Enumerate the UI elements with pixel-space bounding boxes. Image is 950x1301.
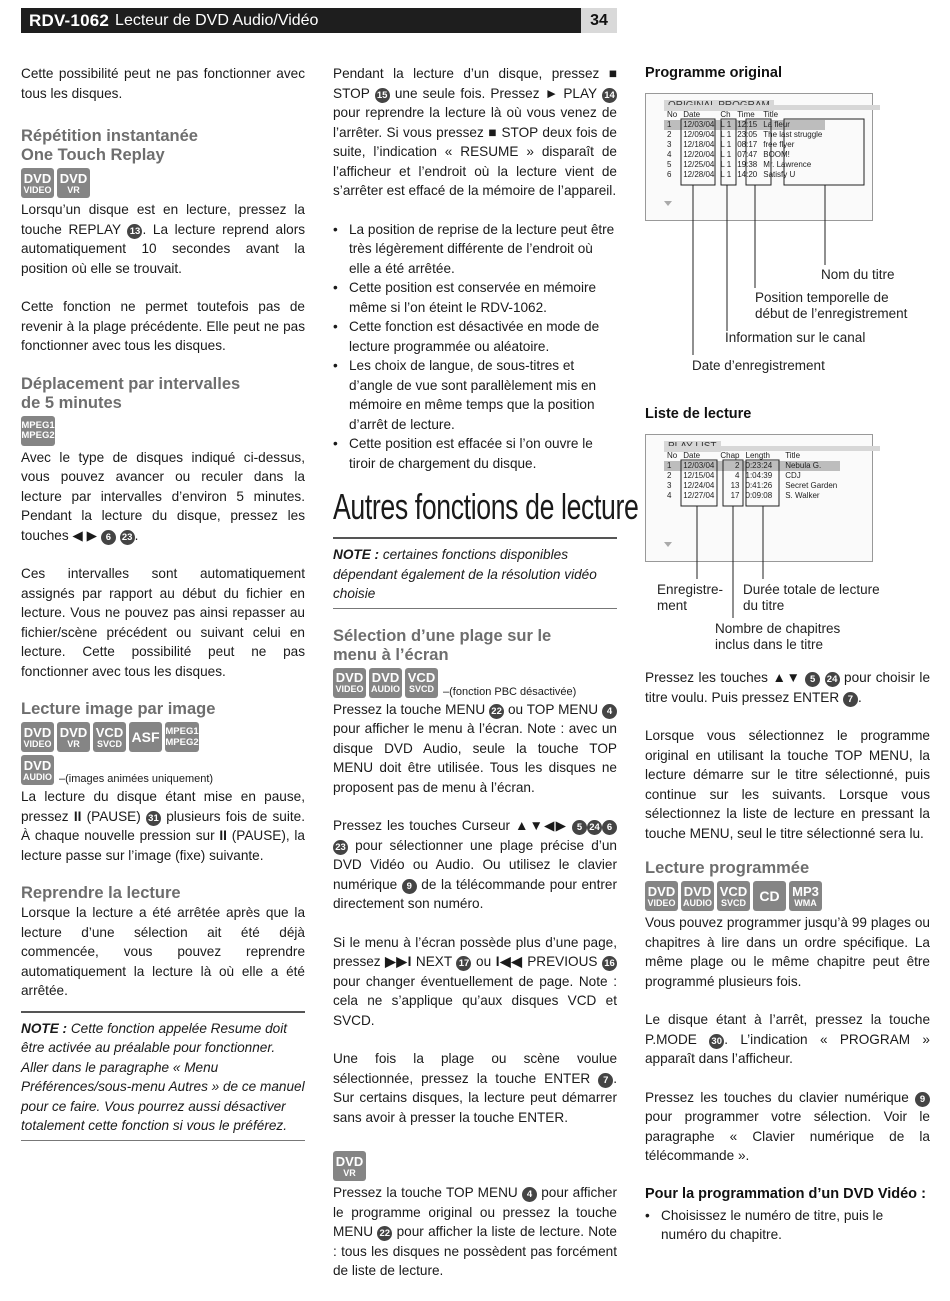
column-3: [645, 64, 930, 1255]
table-row: 4 12/20/04 L 1 07:47 BOOM!: [667, 150, 790, 159]
program-paragraph-3: Pressez les touches du clavier numérique 9 pour programmer votre sélection. Voir le paragraphe « Clavier numérique de la télécommande ».: [645, 1089, 930, 1163]
dvd-program-heading: Pour la programmation d’un DVD Vidéo :: [645, 1185, 926, 1202]
table-row: 3 12/24/04 13 0:41:26 Secret Garden: [667, 481, 838, 490]
badge-dvd-video: DVD VIDEO: [333, 668, 366, 698]
key-22-icon: 22: [489, 704, 504, 719]
section-title-program: Lecture programmée: [645, 859, 810, 877]
table-row: 1 12/03/04 2 0:23:24 Nebula G.: [664, 461, 840, 471]
header-title: Lecteur de DVD Audio/Vidéo: [115, 11, 319, 29]
disc-badges-5min: [21, 416, 305, 446]
label-date: Date d’enregistrement: [692, 358, 825, 373]
previous-icon: I◀◀: [495, 954, 523, 969]
key-13-icon: 13: [127, 224, 142, 239]
list-item: • Cette fonction est désactivée en mode de lecture programmée ou aléatoire.: [333, 317, 617, 356]
key-16-icon: 16: [602, 956, 617, 971]
page-number: 34: [581, 8, 617, 33]
replay-paragraph-2: Cette fonction ne permet toutefois pas de revenir à la plage précédente. Elle peut ne pas fonctionner avec tous les disques.: [21, 299, 305, 353]
table-row: 4 12/27/04 17 0:09:08 S. Walker: [667, 491, 820, 500]
5min-paragraph-2: Ces intervalles sont automatiquement assignés par rapport au début du fichier en lecture. Vous ne pouvez pas ainsi repasser au fichier/scène précédent ou suivant celui en lecture. Cette possibilité peut ne pas fonctionner avec tous les disques.: [21, 566, 305, 679]
menu-paragraph-4: Une fois la plage ou scène voulue sélectionnée, pressez la touche ENTER 7 . Sur certains disques, la lecture peut démarrer sans avoir à presser la touche ENTER.: [333, 1051, 618, 1125]
key-5-icon: 5: [805, 672, 820, 687]
badge-dvd-video: DVD VIDEO: [21, 168, 54, 198]
column-2: [333, 64, 639, 1300]
label-time-position: Position temporelle de début de l’enregistrement: [755, 290, 908, 321]
table-row: 5 12/25/04 L 1 19:38 Mr. Lawrence: [667, 160, 812, 169]
frame-paragraph: La lecture du disque étant mise en pause, pressez II (PAUSE) 31 plusieurs fois de suite. À chaque nouvelle pression sur II (PAUSE), la lecture passe sur l’image (fixe) suivante.: [21, 789, 305, 863]
list-item: • Les choix de langue, de sous-titres et d’angle de vue sont parallèlement mis en mémoire en même temps que la position d’arrêt de lecture.: [333, 356, 617, 434]
badge-dvd-video: DVD VIDEO: [21, 722, 54, 752]
badge-dvd-vr: DVD VR: [333, 1151, 366, 1181]
disc-badges-replay: [21, 168, 305, 198]
cursor-arrows-icon: ▲▼◀▶: [514, 818, 568, 833]
key-5-icon: 5: [572, 820, 587, 835]
program-paragraph-2: Le disque étant à l’arrêt, pressez la touche P.MODE 30 . L’indication « PROGRAM » apparaît dans l’afficheur.: [645, 1012, 930, 1066]
5min-paragraph-1: Avec le type de disques indiqué ci-dessus, vous pouvez avancer ou reculer dans la lecture par intervalles d’environ 5 minutes. Pendant la lecture du disque, pressez les touches ◀ ▶ 6 23 .: [21, 449, 305, 543]
model-name: RDV-1062: [29, 10, 110, 30]
menu-paragraph-2: Pressez les touches Curseur ▲▼◀▶ 5 24 623 pour sélectionner une plage précise d’un DVD Vidéo ou Audio. Ou utilisez le clavier numérique 9 de la télécommande pour entrer directement son numéro.: [333, 818, 617, 911]
disc-badges-frame: [21, 722, 305, 752]
key-7-icon: 7: [598, 1073, 613, 1088]
selection-paragraph: Lorsque vous sélectionnez le programme original en utilisant la touche TOP MENU, la lecture démarre sur le titre sélectionné, puis continue sur les suivants. Lorsque vous sélectionnez la liste de lecture en pressant la touche MENU, seul le titre sélectionné sera lu.: [645, 728, 930, 841]
replay-paragraph-1: Lorsqu’un disque est en lecture, pressez la touche REPLAY 13 . La lecture reprend alors automatiquement 10 secondes avant la position où elle se trouvait.: [21, 202, 306, 276]
section-title-menu: Sélection d’une plage sur le menu à l’écran: [333, 626, 552, 664]
animated-only-note: –(images animées uniquement): [59, 773, 214, 785]
table-row: 3 12/18/04 L 1 08:17 free flyer: [667, 140, 795, 149]
key-30-icon: 30: [709, 1034, 724, 1049]
stop-icon: ■: [608, 66, 617, 81]
menu-paragraph-1: Pressez la touche MENU 22 ou TOP MENU 4 pour afficher le menu à l’écran. Note : avec un disque DVD Audio, seule la touche TOP MENU doit être utilisée. Tous les disques ne proposent pas de menu à l’écran.: [333, 701, 617, 795]
original-program-title: Programme original: [645, 65, 782, 81]
badge-dvd-audio: DVD AUDIO: [681, 881, 714, 911]
table-row: 6 12/28/04 L 1 14:20 Satisfy U: [667, 170, 796, 179]
page-header: [21, 8, 617, 33]
key-9-icon: 9: [915, 1092, 930, 1107]
badge-asf: ASF: [129, 722, 162, 752]
badge-dvd-vr: DVD VR: [57, 168, 90, 198]
key-7-icon: 7: [843, 692, 858, 707]
disc-badges-vr: [333, 1151, 617, 1181]
list-item: • Cette position est conservée en mémoire même si l’on éteint le RDV-1062.: [333, 278, 617, 317]
left-right-arrows-icon: ◀ ▶: [72, 527, 98, 543]
table-row: 2 12/15/04 4 1:04:39 CDJ: [667, 471, 801, 480]
menu-paragraph-3: Si le menu à l’écran possède plus d’une page, pressez ▶▶I NEXT 17 ou I◀◀ PREVIOUS 16 pour changer éventuellement de page. Note : cela ne s’applique qu’aux disques VCD et SVCD.: [333, 934, 617, 1028]
key-22-icon: 22: [377, 1226, 392, 1241]
key-9-icon: 9: [402, 879, 417, 894]
disc-badges-frame-audio: [21, 755, 305, 785]
badge-cd: CD: [753, 881, 786, 911]
key-4-icon: 4: [522, 1187, 537, 1202]
list-item: • Choisissez le numéro de titre, puis le numéro du chapitre.: [645, 1206, 930, 1245]
list-item: • La position de reprise de la lecture peut être très légèrement différente de l’endroit où elle a été arrêtée.: [333, 220, 617, 279]
badge-vcd-svcd: VCD SVCD: [405, 668, 438, 698]
badge-vcd-svcd: VCD SVCD: [93, 722, 126, 752]
label-chapters: Nombre de chapitres inclus dans le titre: [715, 621, 841, 652]
section-title-resume: Reprendre la lecture: [21, 884, 181, 902]
label-recording: Enregistre- ment: [657, 582, 724, 613]
list-item: • Cette position est effacée si l’on ouvre le tiroir de chargement du disque.: [333, 434, 617, 473]
stop-icon: ■: [488, 124, 498, 140]
badge-mpeg: MPEG1 MPEG2: [21, 416, 55, 446]
label-title-name: Nom du titre: [821, 267, 895, 282]
pbc-note: –(fonction PBC désactivée): [443, 685, 577, 698]
choose-title-paragraph: Pressez les touches ▲▼ 5 24 pour choisir le titre voulu. Puis pressez ENTER 7 .: [645, 670, 931, 705]
section-title-5min: Déplacement par intervalles de 5 minutes: [21, 374, 241, 412]
dvd-program-bullets: [645, 1206, 930, 1245]
badge-dvd-vr: DVD VR: [57, 722, 90, 752]
section-title-frame: Lecture image par image: [21, 700, 216, 718]
key-14-icon: 14: [602, 88, 617, 103]
pause-icon: II: [73, 808, 82, 824]
stop-paragraph: Pendant la lecture d’un disque, pressez ■ STOP 15 une seule fois. Pressez ► PLAY 14 pour reprendre la lecture là où vous venez de l’arrêter. Si vous pressez ■ STOP deux fois de suite, l’indication « RESUME » disparaît de l’afficheur et l’endroit où la lecture vient de s’arrêter est effacé de la mémoire de l’appareil.: [333, 66, 617, 198]
pause-icon: II: [219, 828, 227, 843]
key-23-icon: 23: [333, 840, 348, 855]
original-program-diagram: [645, 93, 930, 373]
play-list-table: No Date Chap Length Title 1 12/03/04 2 0:23:24 Nebula G. 2 12/15/04 4 1:04:39 CDJ 3 12/24/04 13 0:41:26 Secret Garden 4 12/27/04 17 0:09:08 S. Walker: [664, 451, 840, 501]
next-icon: ▶▶I: [385, 954, 412, 969]
disc-badges-program: [645, 881, 930, 911]
section-title-replay: Répétition instantanée One Touch Replay: [21, 127, 198, 164]
original-program-table: No Date Ch Time Title 1 12/03/04 L 1 12:15 La fleur 2 12/09/04 L 1 23:05 The last struggle 3 12/18/04 L 1 08:17 free flyer 4 12/20/04 L 1 07:47 BOOM! 5 12/25/04 L 1 19:38 Mr. Lawrence 6 12/28/04 L 1 14:20 Satisfy U: [664, 110, 825, 180]
program-paragraph-1: Vous pouvez programmer jusqu’à 99 plages ou chapitres à lire dans un ordre spécifique. La même plage ou le même chapitre peut être programmé plusieurs fois.: [645, 915, 930, 989]
resume-bullets: [333, 220, 617, 474]
key-31-icon: 31: [146, 811, 161, 826]
play-list-diagram: [645, 434, 930, 664]
badge-dvd-audio: DVD AUDIO: [21, 755, 54, 785]
table-row: 1 12/03/04 L 1 12:15 La fleur: [664, 120, 825, 130]
key-4-icon: 4: [602, 704, 617, 719]
resolution-note: NOTE : certaines fonctions disponibles dépendant également de la résolution vidéo choisie: [333, 537, 617, 609]
resume-paragraph: Lorsque la lecture a été arrêtée après que la lecture d’une sélection ait été déjà commencée, vous pouvez reprendre automatiquement la lecture là où elle a été arrêtée.: [21, 905, 305, 998]
column-1: [21, 64, 305, 1159]
callout-lines: [645, 93, 930, 363]
key-17-icon: 17: [456, 956, 471, 971]
badge-mp3-wma: MP3 WMA: [789, 881, 822, 911]
key-24-icon: 24: [825, 672, 840, 687]
intro-paragraph: Cette possibilité peut ne pas fonctionner avec tous les disques.: [21, 66, 305, 101]
badge-mpeg: MPEG1 MPEG2: [165, 722, 199, 752]
big-section-title: Autres fonctions de lecture: [333, 486, 639, 527]
label-channel: Information sur le canal: [725, 330, 866, 345]
badge-dvd-video: DVD VIDEO: [645, 881, 678, 911]
label-duration: Durée totale de lecture du titre: [743, 582, 880, 613]
key-24-icon: 24: [587, 820, 602, 835]
key-15-icon: 15: [375, 88, 390, 103]
badge-dvd-audio: DVD AUDIO: [369, 668, 402, 698]
key-23-icon: 23: [120, 530, 135, 545]
disc-badges-menu: [333, 668, 617, 698]
resume-note: NOTE : Cette fonction appelée Resume doit être activée au préalable pour fonctionner. Aller dans le paragraphe « Menu Préférences/sous-menu Autres » de ce manuel pour ce faire. Vous pourrez aussi désactiver totalement cette fonction si vous le préférez.: [21, 1011, 305, 1141]
play-list-title: Liste de lecture: [645, 406, 752, 422]
table-row: 2 12/09/04 L 1 23:05 The last struggle: [667, 130, 823, 139]
up-down-arrows-icon: ▲▼: [772, 670, 801, 685]
vr-paragraph: Pressez la touche TOP MENU 4 pour afficher le programme original ou pressez la touche MENU 22 pour afficher la liste de lecture. Note : tous les disques ne possèdent pas forcément de liste de lecture.: [333, 1185, 618, 1278]
play-icon: ►: [544, 85, 559, 101]
badge-vcd-svcd: VCD SVCD: [717, 881, 750, 911]
key-6-icon: 6: [602, 820, 617, 835]
key-6-icon: 6: [101, 530, 116, 545]
